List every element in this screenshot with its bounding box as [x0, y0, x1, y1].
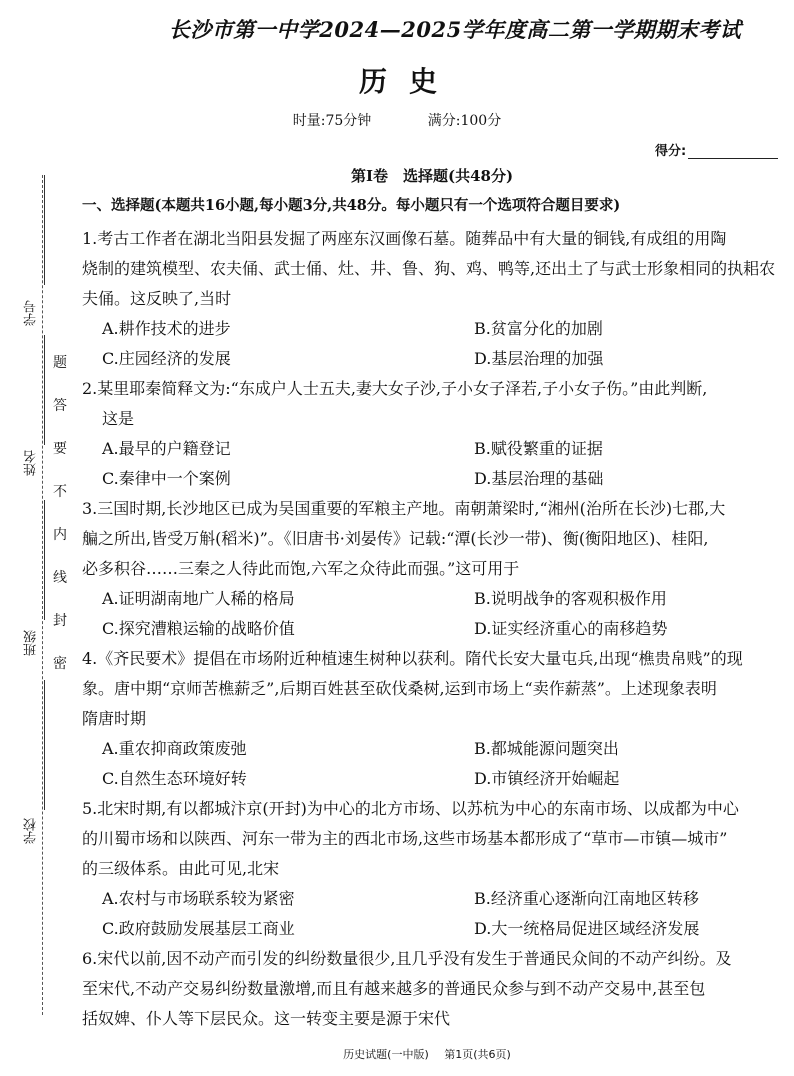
question-line: 2.某里耶秦简释文为:“东成户人士五夫,妻大女子沙,子小女子泽若,子小女子伤。”由此判断, [82, 379, 708, 398]
option-d[interactable]: D.大一统格局促进区域经济发展 [474, 919, 700, 938]
option-d[interactable]: D.基层治理的加强 [474, 349, 604, 368]
class-field[interactable] [44, 500, 46, 620]
question-line: 的川蜀市场和以陕西、河东一带为主的西北市场,这些市场基本都形成了“草市—市镇—城市” [82, 829, 728, 848]
option-c[interactable]: C.探究漕粮运输的战略价值 [102, 619, 295, 638]
question-4 [82, 644, 782, 794]
section-title: 一、选择题(本题共16小题,每小题3分,共48分。每小题只有一个选项符合题目要求) [82, 197, 621, 214]
seal-char: 线 [53, 570, 67, 586]
options [82, 314, 782, 374]
student-id-field[interactable] [44, 175, 46, 285]
option-a[interactable]: A.耕作技术的进步 [102, 319, 231, 338]
option-b[interactable]: B.经济重心逐渐向江南地区转移 [474, 889, 699, 908]
score-label: 得分: [655, 144, 687, 159]
question-line: 3.三国时期,长沙地区已成为吴国重要的军粮主产地。南朝萧梁时,“湘州(治所在长沙)七郡,大 [82, 499, 726, 518]
class-label: 班级 [24, 630, 39, 656]
question-3 [82, 494, 782, 644]
question-line: 4.《齐民要术》提倡在市场附近种植速生树种以获利。隋代长安大量屯兵,出现“樵贵帛贱”的现 [82, 649, 743, 668]
option-a[interactable]: A.农村与市场联系较为紧密 [102, 889, 295, 908]
option-a[interactable]: A.重农抑商政策废弛 [102, 739, 247, 758]
option-b[interactable]: B.都城能源问题突出 [474, 739, 619, 758]
seal-char: 不 [53, 484, 67, 500]
question-line: 艑之所出,皆受万斛(稻米)”。《旧唐书·刘晏传》记载:“潭(长沙一带)、衡(衡阳地区)、桂阳, [82, 529, 709, 548]
option-b[interactable]: B.贫富分化的加剧 [474, 319, 603, 338]
options [82, 584, 782, 644]
question-line: 隋唐时期 [82, 709, 147, 728]
binding-margin [0, 0, 78, 1076]
page-number: 第1页(共6页) [444, 1048, 511, 1061]
question-list [82, 224, 782, 1034]
option-c[interactable]: C.秦律中一个案例 [102, 469, 231, 488]
exam-title: 长沙市第一中学2024—2025学年度高二第一学期期末考试 [168, 17, 742, 42]
option-a[interactable]: A.最早的户籍登记 [102, 439, 231, 458]
question-line: 的三级体系。由此可见,北宋 [82, 859, 280, 878]
part-title: 第Ⅰ卷 选择题(共48分) [350, 167, 514, 185]
question-line: 象。唐中期“京师苦樵薪乏”,后期百姓甚至砍伐桑树,运到市场上“卖作薪蒸”。上述现象表明 [82, 679, 717, 698]
option-c[interactable]: C.庄园经济的发展 [102, 349, 231, 368]
time-info: 时量:75分钟 [292, 113, 372, 129]
question-line: 这是 [102, 409, 135, 428]
option-d[interactable]: D.基层治理的基础 [474, 469, 604, 488]
options [82, 884, 782, 944]
footer-subject: 历史试题(一中版) [343, 1048, 429, 1061]
option-d[interactable]: D.证实经济重心的南移趋势 [474, 619, 668, 638]
option-b[interactable]: B.赋役繁重的证据 [474, 439, 603, 458]
question-5 [82, 794, 782, 944]
question-line: 至宋代,不动产交易纠纷数量激增,而且有越来越多的普通民众参与到不动产交易中,甚至包 [82, 979, 706, 998]
name-label: 姓名 [24, 450, 39, 476]
question-line: 烧制的建筑模型、农夫俑、武士俑、灶、井、鲁、狗、鸡、鸭等,还出土了与武士形象相同的执耜农 [82, 259, 776, 278]
seal-line [42, 175, 43, 1015]
question-line: 括奴婢、仆人等下层民众。这一转变主要是源于宋代 [82, 1009, 451, 1028]
options [82, 734, 782, 794]
question-line: 1.考古工作者在湖北当阳县发掘了两座东汉画像石墓。随葬品中有大量的铜钱,有成组的用陶 [82, 229, 727, 248]
seal-char: 题 [53, 355, 67, 371]
question-line: 5.北宋时期,有以都城汴京(开封)为中心的北方市场、以苏杭为中心的东南市场、以成都为中心 [82, 799, 739, 818]
option-d[interactable]: D.市镇经济开始崛起 [474, 769, 620, 788]
question-line: 必多积谷……三秦之人待此而饱,六军之众待此而强。”这可用于 [82, 559, 520, 578]
question-2 [82, 374, 782, 494]
option-c[interactable]: C.自然生态环境好转 [102, 769, 247, 788]
seal-char: 密 [53, 656, 67, 672]
seal-char: 封 [53, 613, 67, 629]
exam-info [0, 110, 794, 130]
school-label: 学校 [24, 818, 39, 844]
student-id-label: 学号 [24, 300, 39, 326]
seal-char: 要 [53, 441, 67, 457]
seal-char: 答 [53, 398, 67, 414]
question-line: 夫俑。这反映了,当时 [82, 289, 232, 308]
question-6 [82, 944, 782, 1034]
score-field[interactable] [688, 158, 778, 159]
option-b[interactable]: B.说明战争的客观积极作用 [474, 589, 667, 608]
option-c[interactable]: C.政府鼓励发展基层工商业 [102, 919, 295, 938]
seal-char: 内 [53, 527, 67, 543]
subject-title: 历史 [358, 65, 459, 98]
question-1 [82, 224, 782, 374]
page-footer [0, 1046, 794, 1062]
options [82, 434, 782, 494]
score-info: 满分:100分 [427, 113, 502, 129]
school-field[interactable] [44, 680, 46, 810]
name-field[interactable] [44, 335, 46, 445]
question-line: 6.宋代以前,因不动产而引发的纠纷数量很少,且几乎没有发生于普通民众间的不动产纠纷。及 [82, 949, 732, 968]
option-a[interactable]: A.证明湖南地广人稀的格局 [102, 589, 295, 608]
score-box [655, 140, 778, 159]
